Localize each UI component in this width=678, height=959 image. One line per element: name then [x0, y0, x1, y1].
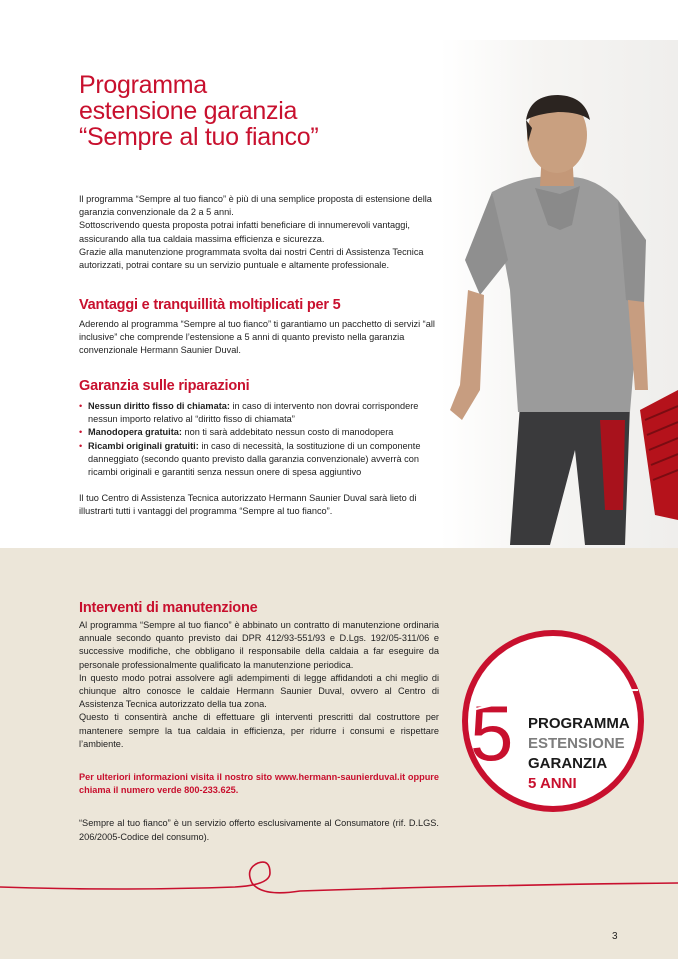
bullet-text: in caso di necessità, la sostituzione di un componente danneggiato (secondo quanto previsto dalla garanzia convenzionale) avverrà con ricambi originali e garantiti senza nessun onere di spesa aggiuntivo [88, 440, 421, 478]
badge-tagline-3: fianco [528, 673, 571, 690]
garanzia-list [79, 400, 441, 479]
manutenzione-section [79, 619, 439, 844]
badge-tagline-2: al tuo [528, 657, 568, 674]
page-number: 3 [612, 931, 618, 942]
manutenzione-paragraph-1: Al programma “Sempre al tuo fianco” è abbinato un contratto di manutenzione ordinaria annuale secondo quanto previsto dai DPR 412/93-551/93 e D.Lgs. 192/05-311/06 e successive modifiche, che obbligano il responsabile della caldaia a far eseguire da personale professionalmente qualificato la manutenzione periodica. [79, 620, 439, 670]
badge-program-3: GARANZIA [528, 755, 608, 772]
garanzia-heading: Garanzia sulle riparazioni [79, 378, 250, 394]
list-item [79, 426, 441, 439]
title-line-2: estensione garanzia [79, 97, 298, 125]
list-item [79, 440, 441, 480]
list-item [79, 400, 441, 426]
title-line-3: “Sempre al tuo fianco” [79, 123, 319, 151]
legal-note: “Sempre al tuo fianco” è un servizio offerto esclusivamente al Consumatore (rif. D.LGS. 206/2005-Codice del consumo). [79, 818, 439, 842]
badge-program-4: 5 ANNI [528, 775, 577, 792]
page-title [79, 72, 419, 150]
bottom-curve [0, 520, 678, 580]
intro-paragraph-3: Grazie alla manutenzione programmata svolta dai nostri Centri di Assistenza Tecnica autorizzati, potrai contare su un servizio puntuale e altamente professionale. [79, 246, 424, 271]
badge-tagline-1: Sempre [528, 641, 585, 658]
bullet-title: Manodopera gratuita: [88, 427, 182, 438]
vantaggi-heading: Vantaggi e tranquillità moltiplicati per 5 [79, 297, 341, 313]
man-photo [440, 90, 678, 550]
vantaggi-text [79, 318, 441, 358]
vantaggi-paragraph: Aderendo al programma “Sempre al tuo fianco” ti garantiamo un pacchetto di servizi “all inclusive” che comprende l’estensione a 5 anni di quanto previsto nella garanzia convenzionale Hermann Saunier Duval. [79, 319, 435, 356]
info-text: Per ulteriori informazioni visita il nostro sito www.hermann-saunierduval.it oppure chiama il numero verde 800-233.625. [79, 772, 439, 796]
bullet-text: in caso di intervento non dovrai corrispondere nessun importo relativo al “diritto fisso di chiamata” [88, 401, 419, 425]
garanzia-closing: Il tuo Centro di Assistenza Tecnica autorizzato Hermann Saunier Duval sarà lieto di illustrarti tutti i vantaggi del programma “Sempre al tuo fianco”. [79, 493, 417, 517]
intro-paragraph-1: Il programma “Sempre al tuo fianco” è più di una semplice proposta di estensione della garanzia convenzionale da 2 a 5 anni. [79, 194, 432, 218]
intro-section [79, 193, 441, 272]
badge-program-1: PROGRAMMA [528, 715, 630, 732]
badge-program-2: ESTENSIONE [528, 735, 625, 752]
decorative-loop-line [0, 855, 678, 905]
bullet-text: non ti sarà addebitato nessun costo di manodopera [181, 427, 394, 438]
intro-paragraph-2: Sottoscrivendo questa proposta potrai infatti beneficiare di innumerevoli vantaggi, assicurando alla tua caldaia massima efficienza e sicurezza. [79, 220, 410, 244]
manutenzione-paragraph-2: In questo modo potrai assolvere agli adempimenti di legge affidandoti a chi meglio di chiunque altro conosce le caldaie Hermann Saunier Duval, ovvero al Centro di Assistenza Tecnica autorizzato della tua zona. [79, 672, 439, 710]
manutenzione-heading: Interventi di manutenzione [79, 600, 258, 616]
badge-swoosh [462, 630, 652, 820]
bullet-title: Nessun diritto fisso di chiamata: [88, 401, 230, 411]
title-line-1: Programma [79, 71, 207, 99]
badge-numeral: 5 [470, 689, 514, 777]
bullet-title: Ricambi originali gratuiti: [88, 440, 199, 451]
manutenzione-paragraph-3: Questo ti consentirà anche di effettuare gli interventi prescritti dal costruttore per mantenere sempre la tua caldaia in efficienza, per ridurre i consumi e rispettare l’ambiente. [79, 712, 439, 749]
garanzia-section [79, 400, 441, 519]
